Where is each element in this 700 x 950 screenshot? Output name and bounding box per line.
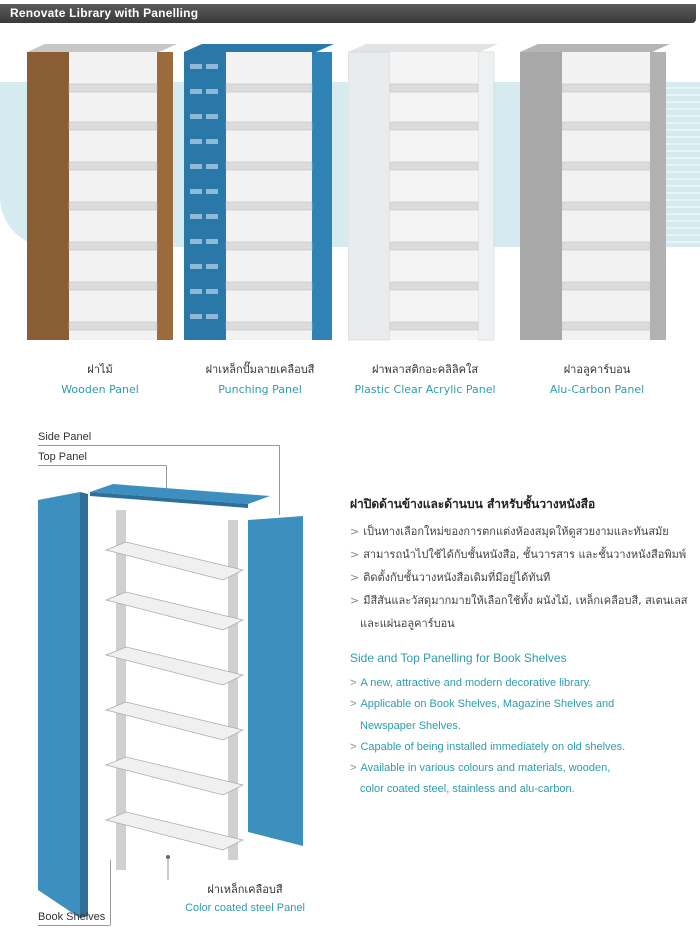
top-panel-leader [38,465,166,466]
wooden-panel-th: ฝาไม้ [87,363,113,376]
punching-panel-en: Punching Panel [218,383,302,396]
thai-list-item: > สามารถนำไปใช้ได้กับชั้นหนังสือ, ชั้นวารสาร และชั้นวางหนังสือพิมพ์ [350,548,687,561]
english-feature-list [350,673,695,801]
top-panel-label: Top Panel [38,451,87,463]
thai-feature-list [350,520,695,635]
bullet-mark: > [350,762,357,775]
bullet-mark: > [350,594,360,607]
alu-carbon-panel-caption [512,360,682,396]
acrylic-panel-shelf-image [348,44,500,344]
alu-carbon-panel-th: ฝาอลูคาร์บอน [563,363,631,376]
punching-panel-th: ฝาเหล็กปั๊มลายเคลือบสี [205,363,315,376]
english-list-item: > Capable of being installed immediately on old shelves. [350,740,626,753]
punching-panel-shelf-image [184,44,339,344]
bullet-mark: > [350,571,360,584]
alu-carbon-panel-en: Alu-Carbon Panel [549,383,645,396]
english-list-item: > A new, attractive and modern decorative library. [350,677,592,689]
english-list-item-continued: color coated steel, stainless and alu-carbon. [360,783,575,796]
steel-panel-en: Color coated steel Panel [185,902,305,914]
thai-list-item: > มีสีสันและวัสดุมากมายให้เลือกใช้ทั้ง ผนังไม้, เหล็กเคลือบสี, สเตนเลส [350,594,688,607]
bullet-mark: > [350,698,357,711]
wooden-panel-shelf-image [27,44,177,344]
alu-carbon-panel-shelf-image [520,44,672,344]
english-list-item: > Applicable on Book Shelves, Magazine Shelves and [350,698,615,711]
wooden-panel-caption [15,360,185,396]
bullet-mark: > [350,548,360,561]
acrylic-panel-en: Plastic Clear Acrylic Panel [354,383,496,396]
book-shelves-label: Book Shelves [38,911,106,923]
english-section-title: Side and Top Panelling for Book Shelves [350,651,567,665]
punching-panel-caption [175,360,345,396]
side-panel-label: Side Panel [38,431,92,443]
bullet-mark: > [350,740,357,753]
steel-panel-caption [180,880,310,914]
english-list-item-continued: Newspaper Shelves. [360,719,461,732]
acrylic-panel-th: ฝาพลาสติกอะคลิลิคใส [371,363,479,376]
thai-section-title: ฝาปิดด้านข้างและด้านบน สำหรับชั้นวางหนังสือ [350,497,596,511]
bullet-mark: > [350,525,360,538]
thai-list-item: > เป็นทางเลือกใหม่ของการตกแต่งห้องสมุดให้ดูสวยงามและทันสมัย [350,525,669,538]
book-shelves-leader [38,925,110,926]
header-bar [0,4,696,23]
steel-panel-th: ฝาเหล็กเคลือบสี [207,883,283,896]
thai-list-item-continued: และแผ่นอลูคาร์บอน [360,617,455,630]
wooden-panel-en: Wooden Panel [61,383,139,396]
book-shelves-leader-vertical [110,860,111,925]
side-panel-leader [38,445,280,446]
english-list-item: > Available in various colours and materials, wooden, [350,762,611,775]
thai-list-item: > ติดตั้งกับชั้นวางหนังสือเดิมที่มีอยู่ได้ทันที [350,571,551,584]
acrylic-panel-caption [340,360,510,396]
exploded-shelf-diagram [38,480,308,920]
bullet-mark: > [350,677,357,689]
page-title: Renovate Library with Panelling [10,6,199,20]
